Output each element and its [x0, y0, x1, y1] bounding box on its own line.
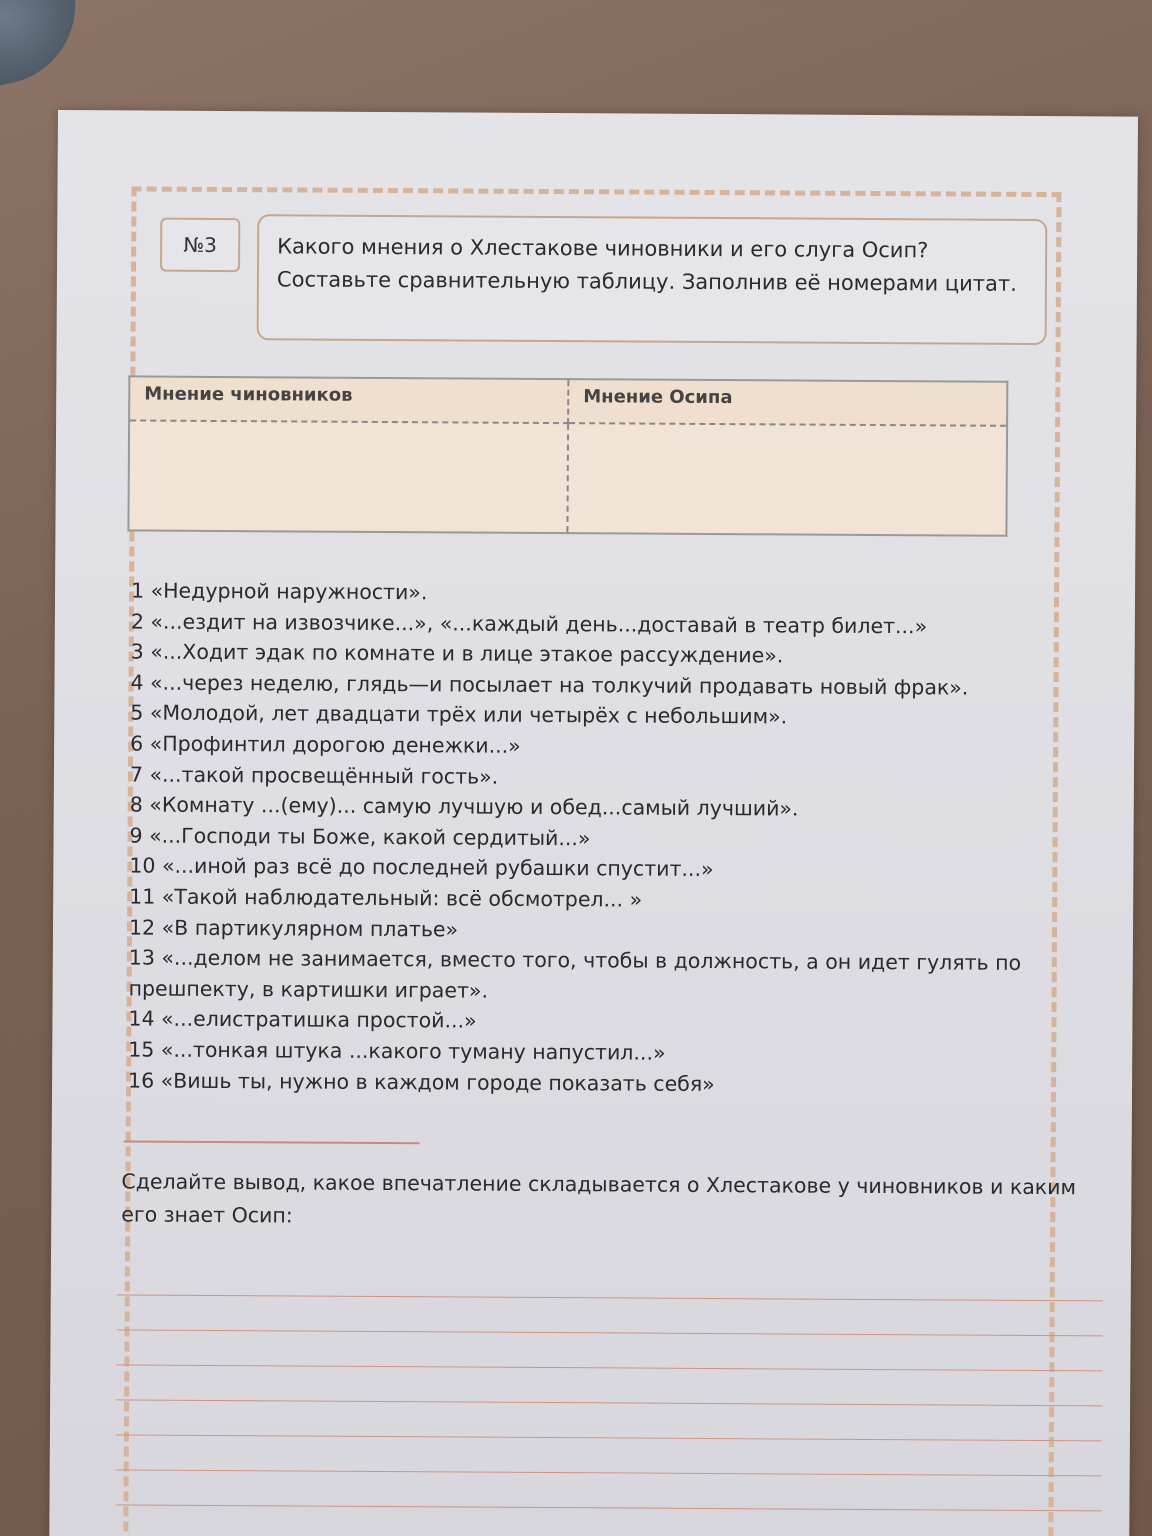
answer-line[interactable] — [115, 1470, 1101, 1511]
task-text: Какого мнения о Хлестакове чиновники и его слуга Осип? Составьте сравнительную таблицу. Заполнив её номерами цитат. — [276, 234, 1017, 296]
task-number-badge — [160, 218, 240, 272]
quote-item: 4 «...через неделю, глядь—и посылает на толкучий продавать новый фрак». — [130, 670, 969, 700]
quote-item: 9 «...Господи ты Боже, какой сердитый...» — [129, 823, 591, 851]
quote-item: 15 «...тонкая штука ...какого туману напустил...» — [128, 1037, 666, 1065]
col-officials-header: Мнение чиновников — [129, 376, 568, 423]
quote-item: 6 «Профинтил дорогою денежки...» — [130, 731, 521, 758]
col-osip-header: Мнение Осипа — [568, 379, 1007, 426]
officials-answer-cell[interactable] — [128, 420, 568, 533]
comparison-table — [127, 375, 1008, 536]
answer-line[interactable] — [116, 1365, 1102, 1406]
quote-item: 3 «...Ходит эдак по комнате и в лице этакое рассуждение». — [130, 639, 784, 668]
answer-line[interactable] — [116, 1435, 1102, 1476]
quote-item: 16 «Вишь ты, нужно в каждом городе показать себя» — [128, 1067, 715, 1096]
quote-item: 10 «...иной раз всё до последней рубашки спустит...» — [129, 853, 714, 882]
answer-line[interactable] — [116, 1400, 1102, 1441]
quotes-list — [128, 575, 1061, 1101]
answer-lines[interactable] — [115, 1260, 1103, 1536]
quote-item: 11 «Такой наблюдательный: всё обсмотрел... » — [129, 884, 643, 912]
quote-item: 7 «...такой просвещённый гость». — [129, 762, 499, 789]
table-answer-row — [128, 420, 1007, 535]
task-number: №3 — [183, 232, 218, 257]
answer-line[interactable] — [117, 1260, 1103, 1301]
answer-line[interactable] — [115, 1505, 1101, 1536]
table-header-row — [129, 376, 1007, 425]
quote-item: 8 «Комнату ...(ему)... самую лучшую и обед...самый лучший». — [129, 792, 799, 821]
task-instructions-box — [257, 214, 1048, 345]
quote-item: 14 «...елистратишка простой...» — [128, 1006, 477, 1033]
worksheet-page — [49, 110, 1138, 1536]
answer-line[interactable] — [116, 1330, 1102, 1371]
quote-item: 13 «...делом не занимается, вместо того, чтобы в должность, а он идет гулять по прешпекту, в картишки играет». — [128, 945, 1022, 1003]
quote-item: 1 «Недурной наружности». — [130, 578, 428, 605]
cloth-corner — [0, 0, 90, 91]
conclusion-prompt: Сделайте вывод, какое впечатление складывается о Хлестакове у чиновников и каким его знает Осип: — [121, 1169, 1077, 1228]
osip-answer-cell[interactable] — [567, 423, 1007, 536]
quote-item: 5 «Молодой, лет двадцати трёх или четырёх с небольшим». — [130, 700, 788, 729]
quote-item: 2 «...ездит на извозчике...», «...каждый день...доставай в театр билет...» — [130, 609, 928, 638]
answer-line[interactable] — [117, 1295, 1103, 1336]
quote-item: 12 «В партикулярном платье» — [128, 914, 459, 941]
